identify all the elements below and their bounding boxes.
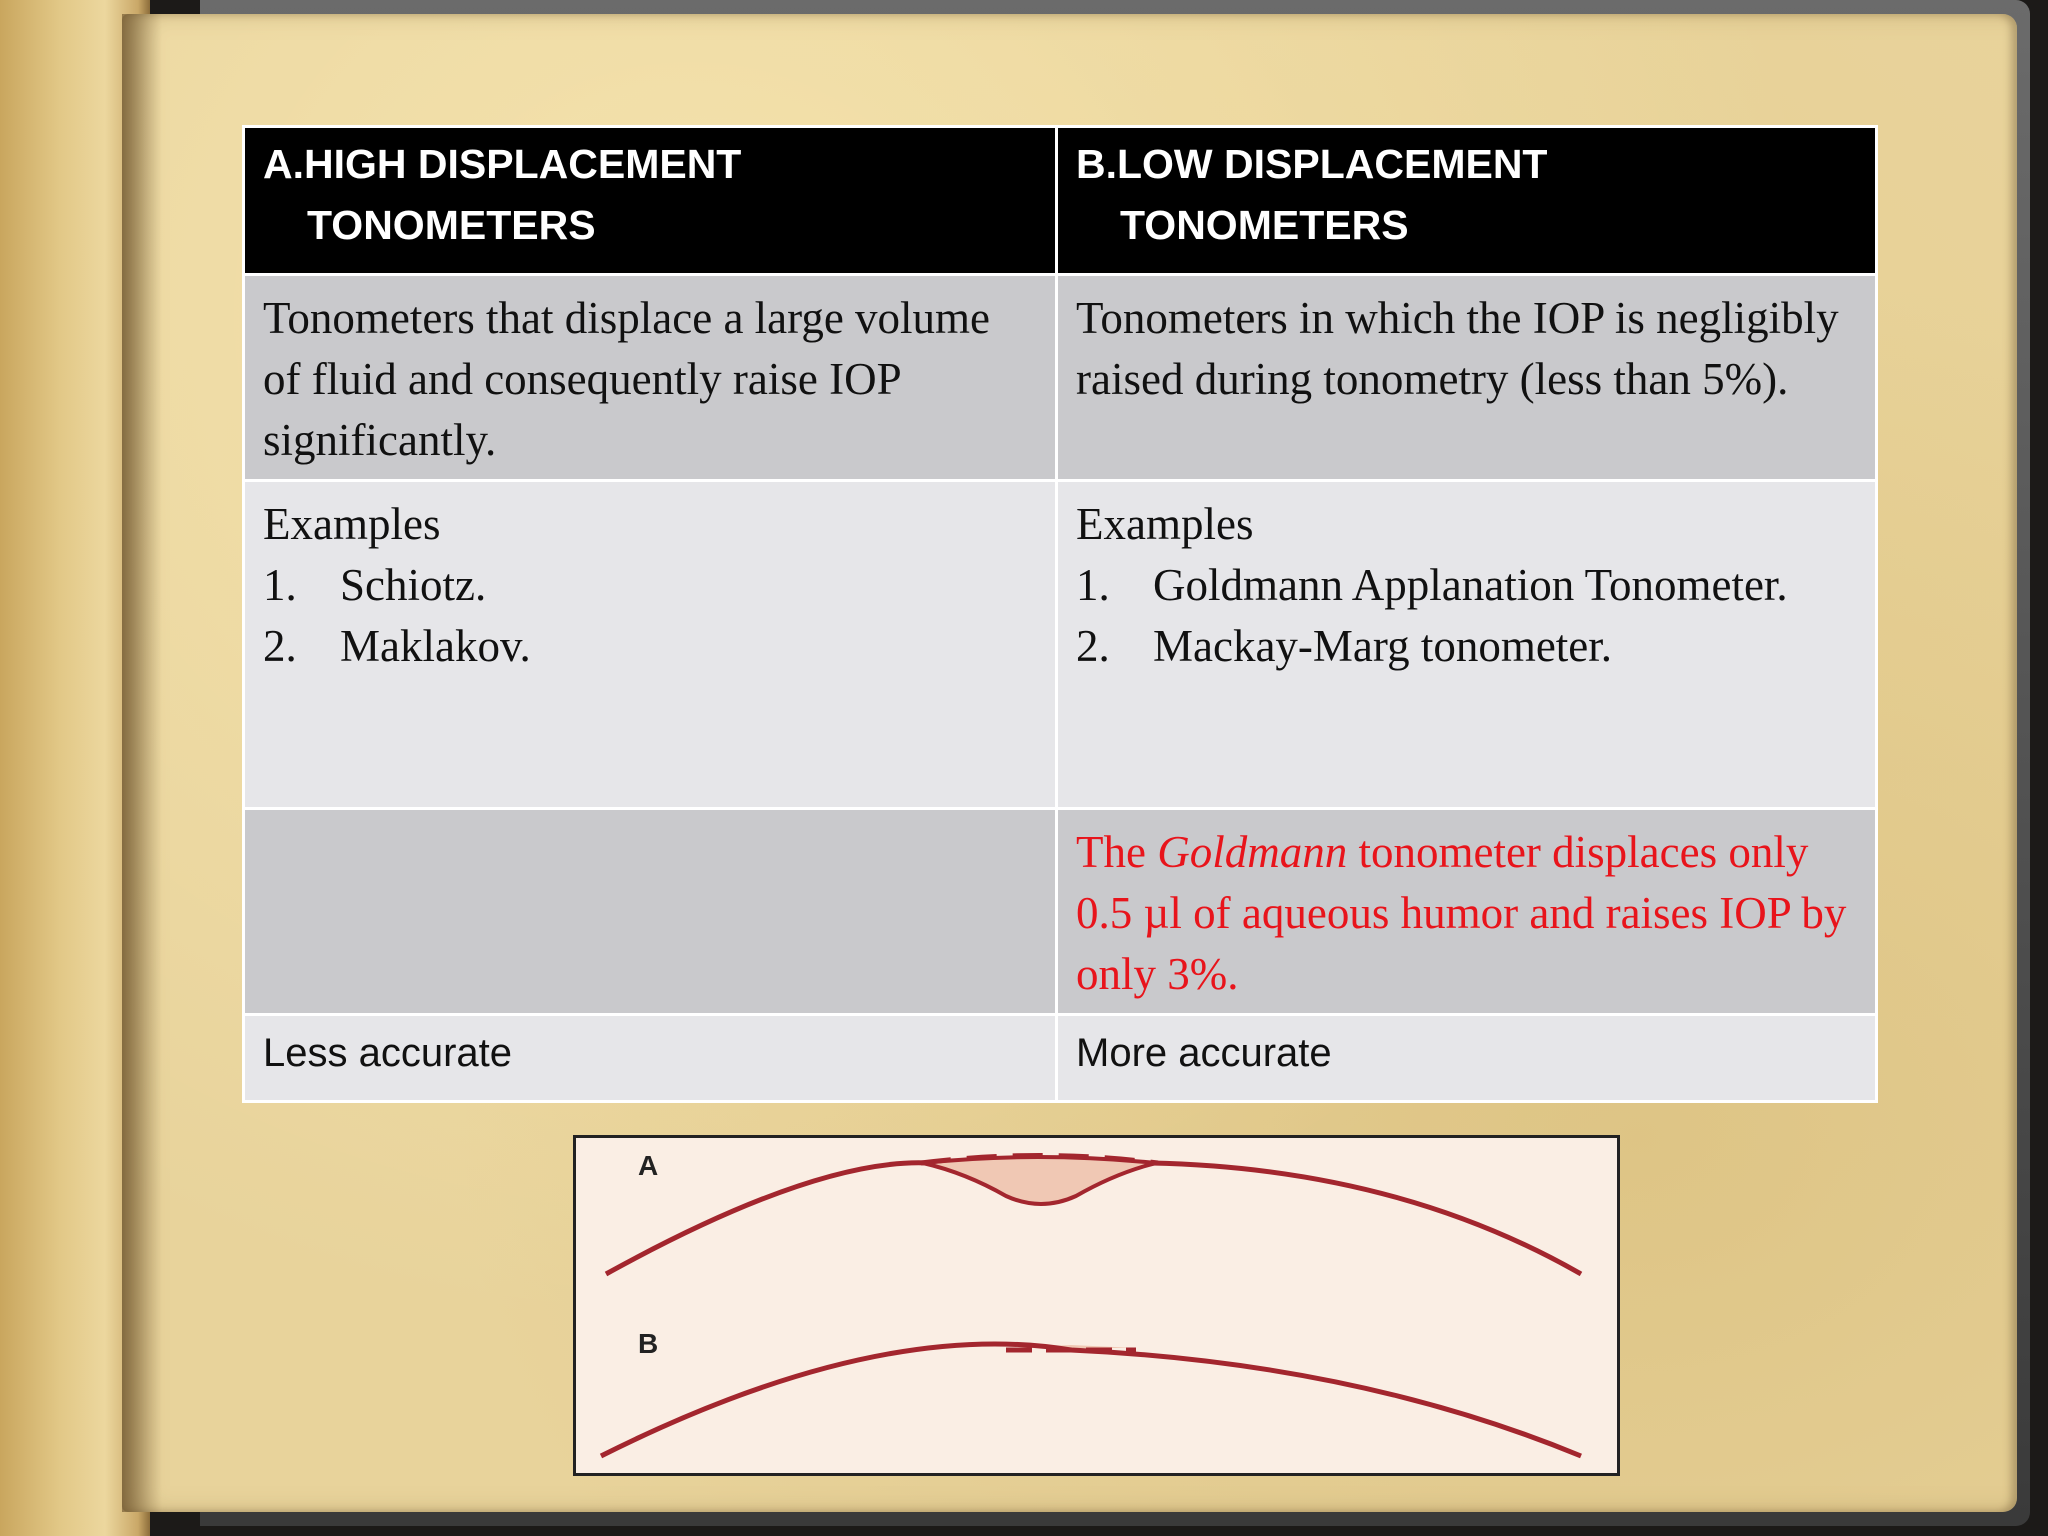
- table-row-accuracy: [244, 1015, 1877, 1102]
- examples-title: Examples: [1076, 499, 1254, 549]
- header-b-line2: TONOMETERS: [1120, 202, 1409, 248]
- examples-title: Examples: [263, 499, 441, 549]
- list-item: [1076, 616, 1857, 677]
- examples-list-low: [1076, 555, 1857, 677]
- cornea-curve-b: [601, 1344, 1581, 1456]
- examples-low: [1057, 481, 1877, 809]
- spine-shadow: [122, 14, 162, 1512]
- list-number: 1.: [263, 560, 297, 610]
- header-a-line1: A.HIGH DISPLACEMENT: [263, 141, 742, 187]
- table-row-note: [244, 809, 1877, 1015]
- accuracy-high: Less accurate: [244, 1015, 1057, 1102]
- list-text: Maklakov.: [340, 621, 531, 671]
- header-low-displacement: [1057, 127, 1877, 275]
- displacement-diagram: [573, 1135, 1620, 1476]
- table-row-examples: [244, 481, 1877, 809]
- list-number: 2.: [263, 621, 297, 671]
- note-empty-cell: [244, 809, 1057, 1015]
- list-item: [263, 616, 1037, 677]
- cornea-curves-illustration: [576, 1138, 1617, 1473]
- header-a-line2: TONOMETERS: [307, 202, 596, 248]
- list-text: Schiotz.: [340, 560, 487, 610]
- table-header-row: [244, 127, 1877, 275]
- list-item: [263, 555, 1037, 616]
- displaced-volume-a: [923, 1157, 1156, 1204]
- note-prefix: The: [1076, 827, 1158, 877]
- examples-high: [244, 481, 1057, 809]
- description-low: Tonometers in which the IOP is negligibly raised during tonometry (less than 5%).: [1057, 275, 1877, 481]
- header-high-displacement: [244, 127, 1057, 275]
- goldmann-note: [1057, 809, 1877, 1015]
- examples-list-high: [263, 555, 1037, 677]
- diagram-label-b: B: [638, 1328, 659, 1359]
- diagram-label-a: A: [638, 1150, 659, 1181]
- header-b-line1: B.LOW DISPLACEMENT: [1076, 141, 1548, 187]
- accuracy-low: More accurate: [1057, 1015, 1877, 1102]
- note-suffix: tonometer displaces only 0.5 µl of aqueous humor and raises IOP by only 3%.: [1076, 827, 1847, 999]
- table-row-description: [244, 275, 1877, 481]
- note-italic: Goldmann: [1157, 827, 1348, 877]
- list-item: [1076, 555, 1857, 616]
- description-high: Tonometers that displace a large volume of fluid and consequently raise IOP significantly.: [244, 275, 1057, 481]
- list-number: 2.: [1076, 621, 1110, 671]
- list-text: Mackay-Marg tonometer.: [1153, 621, 1613, 671]
- list-number: 1.: [1076, 560, 1110, 610]
- comparison-table: [242, 125, 1878, 1103]
- list-text: Goldmann Applanation Tonometer.: [1153, 560, 1788, 610]
